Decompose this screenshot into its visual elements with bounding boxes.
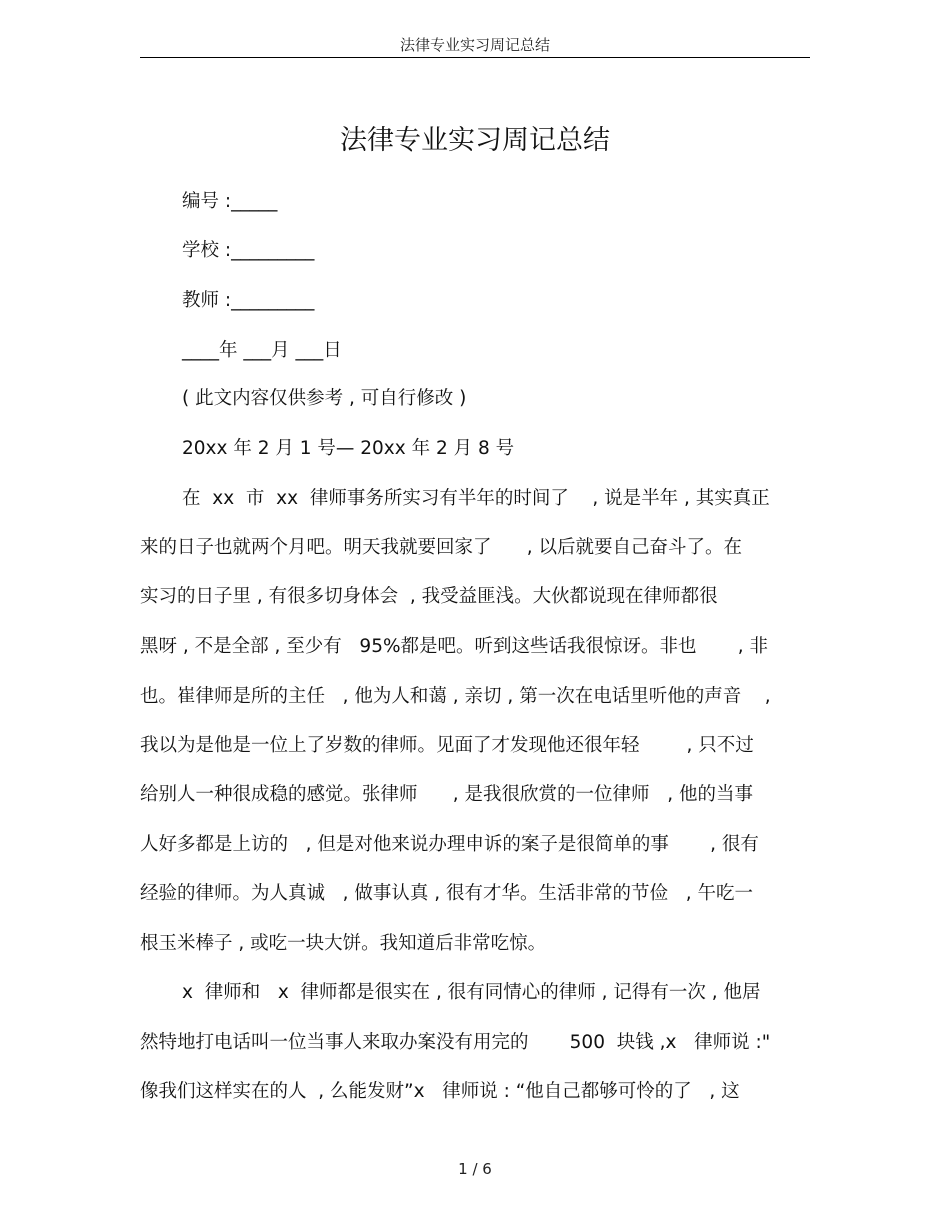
paragraph-line: 然特地打电话叫一位当事人来取办案没有用完的 500 块钱 ,x 律师说 :": [140, 1032, 771, 1053]
paragraph-line: x 律师和 x 律师都是很实在 , 很有同情心的律师 , 记得有一次 , 他居: [182, 982, 761, 1003]
header-divider: [140, 57, 810, 58]
paragraph-line: 经验的律师。为人真诚 , 做事认真 , 很有才华。生活非常的节俭 , 午吃一: [140, 883, 753, 904]
paragraph-line: 人好多都是上访的 , 但是对他来说办理申诉的案子是很简单的事 , 很有: [140, 834, 759, 855]
paragraph-line: 黑呀 , 不是全部 , 至少有 95%都是吧。听到这些话我很惊讶。非也 , 非: [140, 636, 768, 657]
paragraph-line: 根玉米棒子 , 或吃一块大饼。我知道后非常吃惊。: [140, 933, 547, 954]
date-field: ____年 ___月 ___日: [182, 340, 342, 361]
paragraph-line: 来的日子也就两个月吧。明天我就要回家了 , 以后就要自己奋斗了。在: [140, 537, 743, 558]
teacher-field: 教师 :_________: [182, 290, 315, 311]
paragraph-line: 给别人一种很成稳的感觉。张律师 , 是我很欣赏的一位律师 , 他的当事: [140, 784, 753, 805]
school-field: 学校 :_________: [182, 240, 315, 261]
date-range: 20xx 年 2 月 1 号— 20xx 年 2 月 8 号: [182, 438, 515, 459]
disclaimer-note: ( 此文内容仅供参考 , 可自行修改 ): [182, 388, 467, 409]
number-field: 编号 :_____: [182, 191, 278, 212]
paragraph-line: 实习的日子里 , 有很多切身体会 , 我受益匪浅。大伙都说现在律师都很: [140, 586, 718, 607]
paragraph-line: 我以为是他是一位上了岁数的律师。见面了才发现他还很年轻 , 只不过: [140, 735, 754, 756]
paragraph-line: 在 xx 市 xx 律师事务所实习有半年的时间了 , 说是半年 , 其实真正: [182, 488, 770, 509]
paragraph-line: 也。崔律师是所的主任 , 他为人和蔼 , 亲切 , 第一次在电话里听他的声音 ,: [140, 686, 771, 707]
document-title: 法律专业实习周记总结: [340, 125, 610, 156]
running-header: 法律专业实习周记总结: [399, 36, 550, 54]
paragraph-line: 像我们这样实在的人 , 么能发财”x 律师说 : “他自己都够可怜的了 , 这: [140, 1081, 740, 1102]
page-number: 1 / 6: [458, 1160, 492, 1178]
